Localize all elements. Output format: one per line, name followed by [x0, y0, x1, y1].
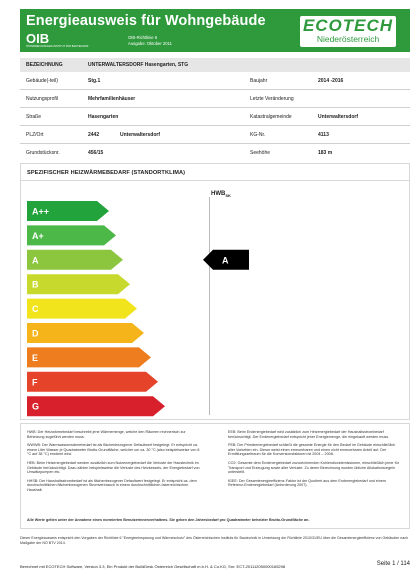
selected-class-label: A — [222, 255, 229, 266]
energy-class-label: E — [32, 352, 39, 363]
row-divider — [20, 107, 410, 108]
info-label: Nutzungsprofil — [26, 96, 58, 102]
heating-demand-section — [20, 163, 410, 420]
info-value: Unterwaltersdorf — [318, 114, 359, 120]
definition-text: PEB: Der Primärenergiebedarf schließt die gesamte Energie für den Bedarf im Gebäude einschließlich aller Vorketten ein. Dieser weist einen erneuerbaren und einen nicht erneuerbaren Anteil auf. Der Ermittlungszeitraum für die Konversionsfaktoren ist 2004 – 2008. — [228, 443, 396, 457]
energy-class-label: A — [32, 255, 39, 266]
compliance-note: Dieser Energieausweis entspricht den Vorgaben der Richtlinie 6 "Energieeinsparung und Wärmeschutz" des Österreichischen Instituts für Bautechnik in Umsetzung der Richtlinie 2010/31/EU über die Gesamtenergieeffizienz von Gebäuden nach Maßgabe der NÖ BTV 2014. — [20, 536, 409, 545]
info-label: Seehöhe — [250, 150, 271, 156]
definition-text: CO2: Gesamte dem Endenergiebedarf zuzurechnenden Kohlendioxidemissionen, einschließlich jener für Transport und Erzeugung sowie aller Verluste. Zu deren Berechnung wurden übliche Allokationsregeln unterstellt. — [228, 460, 399, 475]
info-value: 456/15 — [88, 150, 104, 156]
energy-class-label: F — [32, 377, 38, 388]
energy-class-label: D — [32, 328, 39, 339]
energy-class-label: G — [32, 401, 40, 412]
energy-class-chart — [21, 164, 409, 419]
info-label: Baujahr — [250, 78, 268, 84]
energy-class-label: B — [32, 279, 39, 290]
oib-subtitle: ÖSTERREICHISCHES INSTITUT FÜR BAUTECHNIK — [26, 45, 89, 48]
energy-class-label: A++ — [32, 206, 50, 217]
info-row — [20, 128, 410, 142]
logo-region: Niederösterreich — [316, 34, 380, 44]
definition-text: fGEE: Der Gesamtenergieeffizienz-Faktor ist der Quotient aus dem Endenergiebedarf und einem Referenz-Endenergiebedarf (Anforderung 2007). — [228, 478, 386, 488]
info-label: Straße — [26, 114, 42, 120]
info-value: 2442 — [88, 132, 100, 138]
bezeichnung-value: UNTERWALTERSDORF Hasengarten, STG — [88, 62, 189, 68]
info-row — [20, 110, 410, 124]
definition-text: WWWB: Der Warmwasserwärmebedarf ist als flächenbezogener Defaultwert festgelegt. Er entspricht ca. einem Liter Wasser je Quadratmeter Brutto-Grundfläche, welcher um ca. 30 °C (also beispielsweise von 8 °C auf 38 °C) erwärmt wird. — [27, 443, 200, 457]
info-value: 183 m — [318, 150, 333, 156]
hwb-label: HWB — [211, 191, 226, 197]
row-divider — [20, 89, 410, 90]
hwb-sub: SK — [225, 193, 231, 199]
row-divider — [20, 125, 410, 126]
energy-class-bar-c — [27, 299, 137, 319]
energy-class-bar-f — [27, 372, 158, 392]
bezeichnung-label: BEZEICHNUNG — [26, 62, 63, 68]
definitions-right — [228, 430, 403, 492]
page-title: Energieausweis für Wohngebäude — [26, 13, 266, 29]
logo-brand: ECOTECH — [302, 16, 394, 35]
info-value: Hasengarten — [88, 114, 119, 120]
page-number: Seite 1 / 114 — [376, 561, 410, 567]
info-label: Katastralgemeinde — [250, 114, 292, 120]
info-value: Stg.1 — [88, 78, 101, 84]
info-label: Grundstücksnr. — [26, 150, 60, 156]
info-value: 2014 -2016 — [318, 78, 344, 84]
info-label: Gebäude(-teil) — [26, 78, 58, 84]
info-row — [20, 146, 410, 160]
definitions-footer: Alle Werte gelten unter der Annahme eines normierten Benutzerinnenverhaltens. Sie geben den Jahresbedarf pro Quadratmeter beheizter Brutto-Grundfläche an. — [27, 518, 310, 522]
energy-class-bar-d — [27, 323, 144, 343]
definition-text: HEB: Beim Heizenergiebedarf werden zusätzlich zum Nutzenergiebedarf die Verluste der Haustechnik im Gebäude berücksichtigt. Dazu zählen beispielsweise die Verluste des Heizkessels, der Energiebedarf von Umwälzpumpen etc. — [27, 460, 200, 475]
info-row — [20, 92, 410, 106]
energy-class-bar-b — [27, 274, 130, 294]
info-row — [20, 74, 410, 88]
section-title: SPEZIFISCHER HEIZWÄRMEBEDARF (STANDORTKLIMA) — [27, 170, 186, 176]
definitions-left — [27, 430, 202, 497]
energy-class-label: C — [32, 304, 39, 315]
oib-logo: OIB — [26, 31, 50, 46]
bezeichnung-row — [20, 58, 410, 72]
ausgabe-label: Ausgabe: Oktober 2011 — [128, 41, 172, 46]
header-banner — [20, 9, 410, 52]
info-value-extra: Unterwaltersdorf — [120, 132, 161, 138]
richtlinie-label: OIB-Richtlinie 6 — [128, 35, 158, 40]
energy-class-bar-e — [27, 347, 151, 367]
row-divider — [20, 143, 410, 144]
info-label: Letzte Veränderung — [250, 96, 294, 102]
info-value: 4113 — [318, 132, 329, 138]
ecotech-logo — [300, 16, 396, 47]
definition-text: HHSB: Der Haushaltsstrombedarf ist als flächenbezogener Defaultwert festgelegt. Er entspricht ca. dem durchschnittlichen flächenbezogenen Stromverbrauch in einem durchschnittlichen österreichischen Haushalt. — [27, 478, 197, 492]
info-value: Mehrfamilienhäuser — [88, 96, 136, 102]
info-label: KG-Nr. — [250, 132, 266, 138]
definition-text: EEB: Beim Endenergiebedarf wird zusätzlich zum Heizenergiebedarf der Haushaltsstrombedarf berücksichtigt. Der Endenergiebedarf entspricht jener Energiemenge, die eingekauft werden muss. — [228, 430, 390, 439]
energy-class-bar-g — [27, 396, 165, 416]
energy-class-bar-a — [27, 250, 123, 270]
richtlinie-info — [128, 35, 172, 47]
definition-text: HWB: Der Heizwärmebedarf beschreibt jene Wärmemenge, welche den Räumen rechnerisch zur Beheizung zugeführt werden muss. — [27, 430, 186, 439]
energy-class-label: A+ — [32, 230, 44, 241]
page-footer — [20, 563, 410, 571]
definitions-box — [20, 423, 410, 529]
software-credit: Berechnet mit ECOTECH Software, Version 3.3, Ein Produkt der BuildDesk Österreich Gesellschaft m.b.H. & Co.KG, Snr: ECT-201112050000165298 — [20, 564, 286, 569]
info-label: PLZ/Ort — [26, 132, 44, 138]
